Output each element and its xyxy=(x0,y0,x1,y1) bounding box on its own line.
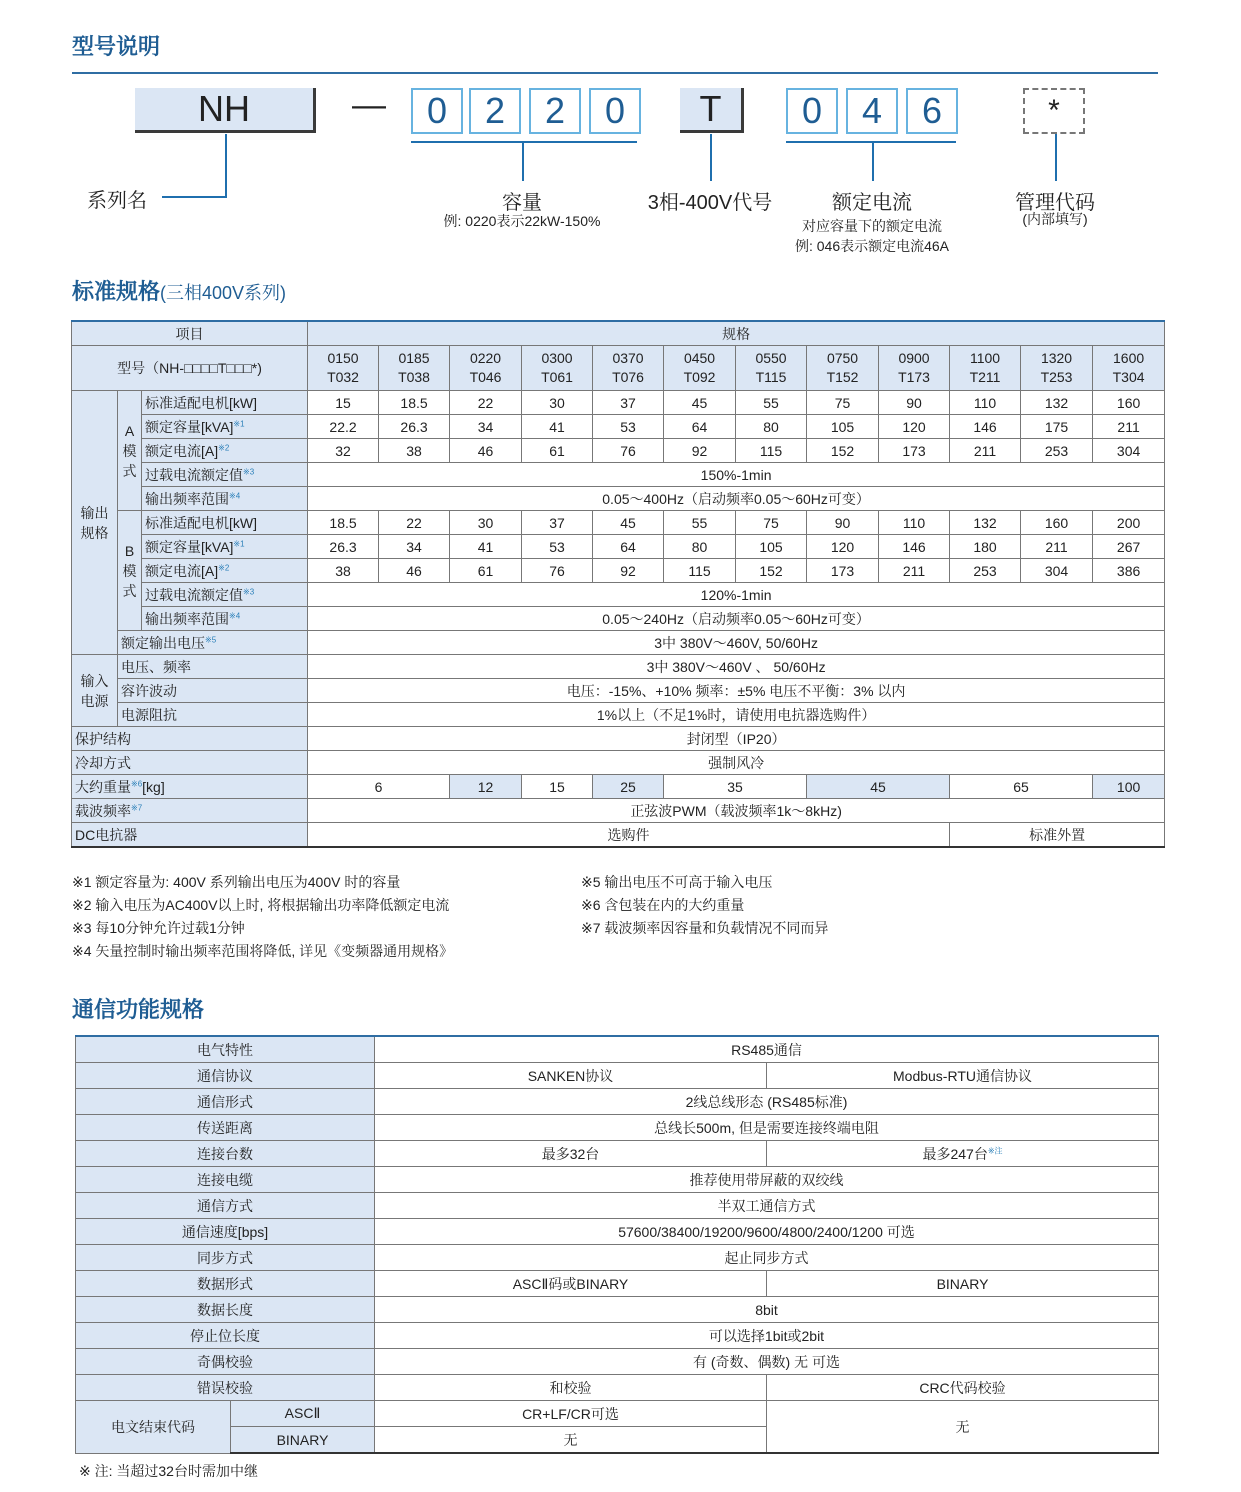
model-cell: 0300 T061 xyxy=(522,346,593,391)
current-bracket xyxy=(786,141,956,143)
cell: 75 xyxy=(807,391,879,415)
comm-row xyxy=(76,1063,1159,1089)
cell: 65 xyxy=(950,775,1093,799)
cell: 3中 380V～460V, 50/60Hz xyxy=(308,631,1165,655)
row-label: 电文结束代码 xyxy=(76,1401,231,1454)
model-label: 型号（NH-□□□□T□□□*) xyxy=(72,346,308,391)
capacity-digit-3: 2 xyxy=(529,88,581,134)
cell: 211 xyxy=(950,439,1021,463)
comm-spec-table xyxy=(75,1035,1159,1454)
cell: 76 xyxy=(522,559,593,583)
comm-row xyxy=(76,1036,1159,1063)
capacity-digit-1: 0 xyxy=(411,88,463,134)
input-impedance-row xyxy=(72,703,1165,727)
cell: Modbus-RTU通信协议 xyxy=(767,1063,1159,1089)
comm-row xyxy=(76,1401,1159,1427)
row-label: 连接电缆 xyxy=(76,1167,375,1193)
cell: 35 xyxy=(664,775,807,799)
cell: 160 xyxy=(1021,511,1093,535)
model-cell: 1320 T253 xyxy=(1021,346,1093,391)
cell: 3中 380V～460V 、 50/60Hz xyxy=(308,655,1165,679)
comm-row xyxy=(76,1141,1159,1167)
cell: 26.3 xyxy=(379,415,450,439)
cell: 和校验 xyxy=(375,1375,767,1401)
cell: 38 xyxy=(308,559,379,583)
cell: 正弦波PWM（载波频率1k～8kHz) xyxy=(308,799,1165,823)
cell: 211 xyxy=(1021,535,1093,559)
capacity-example: 例: 0220表示22kW-150% xyxy=(443,213,601,229)
comm-row xyxy=(76,1089,1159,1115)
row-label: 奇偶校验 xyxy=(76,1349,375,1375)
row-label: 连接台数 xyxy=(76,1141,375,1167)
cell: 2线总线形态 (RS485标准) xyxy=(375,1089,1159,1115)
cell: 75 xyxy=(736,511,807,535)
spec-section-title xyxy=(72,275,286,306)
cell: 46 xyxy=(450,439,522,463)
row-label: 额定容量[kVA]$^{※1}$ xyxy=(142,415,308,439)
cell: 26.3 xyxy=(308,535,379,559)
cell: 53 xyxy=(593,415,664,439)
row-label: 额定输出电压$^{※5}$ xyxy=(118,631,308,655)
cell: 电压：-15%、+10% 频率：±5% 电压不平衡：3% 以内 xyxy=(308,679,1165,703)
note-2: ※2 输入电压为AC400V以上时, 将根据输出功率降低额定电流 xyxy=(72,897,450,913)
comm-row xyxy=(76,1167,1159,1193)
note-5: ※5 输出电压不可高于输入电压 xyxy=(581,874,773,890)
cell: 132 xyxy=(950,511,1021,535)
cell: 53 xyxy=(522,535,593,559)
row-label: 输出频率范围$^{※4}$ xyxy=(142,607,308,631)
b-motor-row xyxy=(72,511,1165,535)
cell: 61 xyxy=(450,559,522,583)
phase-connector xyxy=(710,134,712,181)
comm-row xyxy=(76,1193,1159,1219)
cell: 115 xyxy=(736,439,807,463)
a-motor-row xyxy=(72,391,1165,415)
series-label: 系列名 xyxy=(87,190,147,212)
cell: 可以选择1bit或2bit xyxy=(375,1323,1159,1349)
cell: 146 xyxy=(879,535,950,559)
carrier-row xyxy=(72,799,1165,823)
b-freq-row xyxy=(72,607,1165,631)
rated-current-desc: 对应容量下的额定电流 xyxy=(802,218,942,234)
cell: 253 xyxy=(1021,439,1093,463)
spec-subtitle: (三相400V系列) xyxy=(160,283,287,303)
cell: 120 xyxy=(879,415,950,439)
current-digit-1: 0 xyxy=(786,88,838,134)
note-7: ※7 载波频率因容量和负载情况不同而异 xyxy=(581,920,829,936)
b-capacity-row xyxy=(72,535,1165,559)
cell: 110 xyxy=(879,511,950,535)
row-label: 过载电流额定值$^{※3}$ xyxy=(142,583,308,607)
management-connector xyxy=(1055,134,1057,181)
mode-b-label: B模式 xyxy=(118,511,142,631)
cell: 90 xyxy=(879,391,950,415)
model-cell: 0220 T046 xyxy=(450,346,522,391)
phase-code-box: T xyxy=(680,88,744,133)
model-cell: 1600 T304 xyxy=(1093,346,1165,391)
cell: 18.5 xyxy=(308,511,379,535)
header-item: 项目 xyxy=(72,321,308,346)
cell: 45 xyxy=(807,775,950,799)
comm-row xyxy=(76,1245,1159,1271)
cooling-row xyxy=(72,751,1165,775)
model-cell: 0150 T032 xyxy=(308,346,379,391)
comm-row xyxy=(76,1297,1159,1323)
standard-spec-table xyxy=(71,320,1165,848)
cell: 267 xyxy=(1093,535,1165,559)
cell: 76 xyxy=(593,439,664,463)
row-label: 同步方式 xyxy=(76,1245,375,1271)
management-code-box: * xyxy=(1023,88,1085,134)
b-current-row xyxy=(72,559,1165,583)
cell: 15 xyxy=(308,391,379,415)
cell: 120 xyxy=(807,535,879,559)
cell: 45 xyxy=(593,511,664,535)
a-current-row xyxy=(72,439,1165,463)
comm-row xyxy=(76,1271,1159,1297)
cell: 64 xyxy=(593,535,664,559)
cell: RS485通信 xyxy=(375,1036,1159,1063)
comm-row xyxy=(76,1115,1159,1141)
row-label: 停止位长度 xyxy=(76,1323,375,1349)
cell: 105 xyxy=(807,415,879,439)
input-tolerance-row xyxy=(72,679,1165,703)
cell: 18.5 xyxy=(379,391,450,415)
cell: 173 xyxy=(807,559,879,583)
comm-footnote: ※ 注: 当超过32台时需加中继 xyxy=(79,1463,258,1479)
cell: 90 xyxy=(807,511,879,535)
a-capacity-row xyxy=(72,415,1165,439)
cell: 38 xyxy=(379,439,450,463)
cell: 132 xyxy=(1021,391,1093,415)
cell: 有 (奇数、偶数) 无 可选 xyxy=(375,1349,1159,1375)
row-label: 大约重量$^{※6}$[kg] xyxy=(72,775,308,799)
cell: 110 xyxy=(950,391,1021,415)
protection-row xyxy=(72,727,1165,751)
cell: 22.2 xyxy=(308,415,379,439)
cell: 55 xyxy=(736,391,807,415)
rated-current-label: 额定电流 xyxy=(832,192,912,214)
cell: 80 xyxy=(736,415,807,439)
input-group-label: 输入电源 xyxy=(72,655,118,727)
cell: 115 xyxy=(664,559,736,583)
input-voltage-row xyxy=(72,655,1165,679)
management-label: 管理代码 xyxy=(1015,192,1095,214)
a-freq-row xyxy=(72,487,1165,511)
row-label: 传送距离 xyxy=(76,1115,375,1141)
weight-row xyxy=(72,775,1165,799)
current-connector xyxy=(872,141,874,181)
cell: 30 xyxy=(450,511,522,535)
cell: CRC代码校验 xyxy=(767,1375,1159,1401)
row-label: 数据长度 xyxy=(76,1297,375,1323)
model-section-title: 型号说明 xyxy=(72,34,161,59)
cell: 120%-1min xyxy=(308,583,1165,607)
series-connector xyxy=(225,134,227,198)
cell: 100 xyxy=(1093,775,1165,799)
row-label: 标准适配电机[kW] xyxy=(142,511,308,535)
cell: 25 xyxy=(593,775,664,799)
cell: 标准外置 xyxy=(950,823,1165,848)
cell: 173 xyxy=(879,439,950,463)
cell: 最多32台 xyxy=(375,1141,767,1167)
cell: 封闭型（IP20） xyxy=(308,727,1165,751)
cell: 34 xyxy=(450,415,522,439)
cell: 152 xyxy=(807,439,879,463)
row-label: 标准适配电机[kW] xyxy=(142,391,308,415)
cell: 180 xyxy=(950,535,1021,559)
row-label: DC电抗器 xyxy=(72,823,308,848)
model-cell: 0450 T092 xyxy=(664,346,736,391)
cell: 32 xyxy=(308,439,379,463)
sub-label: BINARY xyxy=(231,1427,375,1454)
cell: 55 xyxy=(664,511,736,535)
row-label: 错误校验 xyxy=(76,1375,375,1401)
row-label: 电压、频率 xyxy=(118,655,308,679)
cell: SANKEN协议 xyxy=(375,1063,767,1089)
cell: 41 xyxy=(450,535,522,559)
model-row xyxy=(72,346,1165,391)
cell: 200 xyxy=(1093,511,1165,535)
row-label: 容许波动 xyxy=(118,679,308,703)
dc-reactor-row xyxy=(72,823,1165,848)
cell: 175 xyxy=(1021,415,1093,439)
a-overload-row xyxy=(72,463,1165,487)
row-label: 通信方式 xyxy=(76,1193,375,1219)
cell: 30 xyxy=(522,391,593,415)
mode-a-label: A模式 xyxy=(118,391,142,511)
cell: 6 xyxy=(308,775,450,799)
cell: 强制风冷 xyxy=(308,751,1165,775)
cell: 386 xyxy=(1093,559,1165,583)
row-label: 保护结构 xyxy=(72,727,308,751)
cell: 304 xyxy=(1093,439,1165,463)
capacity-connector xyxy=(522,141,524,181)
model-cell: 0370 T076 xyxy=(593,346,664,391)
cell: 推荐使用带屏蔽的双绞线 xyxy=(375,1167,1159,1193)
comm-row xyxy=(76,1219,1159,1245)
code-dash: — xyxy=(352,86,386,124)
cell: ASCⅡ码或BINARY xyxy=(375,1271,767,1297)
note-4: ※4 矢量控制时输出频率范围将降低, 详见《变频器通用规格》 xyxy=(72,943,454,959)
comm-row xyxy=(76,1349,1159,1375)
cell: 150%-1min xyxy=(308,463,1165,487)
cell: 57600/38400/19200/9600/4800/2400/1200 可选 xyxy=(375,1219,1159,1245)
cell: 105 xyxy=(736,535,807,559)
cell: 34 xyxy=(379,535,450,559)
note-6: ※6 含包装在内的大约重量 xyxy=(581,897,745,913)
cell: 37 xyxy=(593,391,664,415)
model-cell: 0185 T038 xyxy=(379,346,450,391)
b-overload-row xyxy=(72,583,1165,607)
cell: CR+LF/CR可选 xyxy=(375,1401,767,1427)
cell: 15 xyxy=(522,775,593,799)
note-3: ※3 每10分钟允许过载1分钟 xyxy=(72,920,245,936)
row-label: 通信形式 xyxy=(76,1089,375,1115)
cell: 无 xyxy=(767,1401,1159,1454)
cell: 最多247台$^{※注}$ xyxy=(767,1141,1159,1167)
cell: 1%以上（不足1%时，请使用电抗器选购件） xyxy=(308,703,1165,727)
cell: 8bit xyxy=(375,1297,1159,1323)
row-label: 额定容量[kVA]$^{※1}$ xyxy=(142,535,308,559)
management-desc: (内部填写) xyxy=(1022,211,1088,227)
model-cell: 1100 T211 xyxy=(950,346,1021,391)
row-label: 通信速度[bps] xyxy=(76,1219,375,1245)
cell: 37 xyxy=(522,511,593,535)
cell: 211 xyxy=(1093,415,1165,439)
row-label: 电气特性 xyxy=(76,1036,375,1063)
note-1: ※1 额定容量为: 400V 系列输出电压为400V 时的容量 xyxy=(72,874,401,890)
capacity-digit-2: 2 xyxy=(469,88,521,134)
spec-title-text: 标准规格 xyxy=(72,279,161,304)
comm-row xyxy=(76,1323,1159,1349)
rated-voltage-row xyxy=(72,631,1165,655)
cell: 46 xyxy=(379,559,450,583)
cell: 22 xyxy=(450,391,522,415)
model-cell: 0750 T152 xyxy=(807,346,879,391)
cell: 总线长500m, 但是需要连接终端电阻 xyxy=(375,1115,1159,1141)
cell: BINARY xyxy=(767,1271,1159,1297)
series-code-box: NH xyxy=(135,88,316,133)
cell: 92 xyxy=(664,439,736,463)
cell: 22 xyxy=(379,511,450,535)
cell: 45 xyxy=(664,391,736,415)
model-cell: 0550 T115 xyxy=(736,346,807,391)
cell: 160 xyxy=(1093,391,1165,415)
row-label: 过载电流额定值$^{※3}$ xyxy=(142,463,308,487)
cell: 304 xyxy=(1021,559,1093,583)
rated-current-example: 例: 046表示额定电流46A xyxy=(794,238,950,254)
model-cell: 0900 T173 xyxy=(879,346,950,391)
row-label: 冷却方式 xyxy=(72,751,308,775)
phase-label: 3相-400V代号 xyxy=(647,192,773,214)
cell: 211 xyxy=(879,559,950,583)
cell: 41 xyxy=(522,415,593,439)
cell: 0.05～400Hz（启动频率0.05～60Hz可变） xyxy=(308,487,1165,511)
row-label: 载波频率$^{※7}$ xyxy=(72,799,308,823)
capacity-bracket xyxy=(411,141,637,143)
sub-label: ASCⅡ xyxy=(231,1401,375,1427)
cell: 无 xyxy=(375,1427,767,1454)
comm-section-title: 通信功能规格 xyxy=(72,997,205,1022)
output-group-label: 输出规格 xyxy=(72,391,118,655)
spec-header-row xyxy=(72,321,1165,346)
cell: 152 xyxy=(736,559,807,583)
section-divider xyxy=(72,72,1158,74)
header-spec: 规格 xyxy=(308,321,1165,346)
cell: 12 xyxy=(450,775,522,799)
cell: 0.05～240Hz（启动频率0.05～60Hz可变） xyxy=(308,607,1165,631)
cell: 选购件 xyxy=(308,823,950,848)
cell: 253 xyxy=(950,559,1021,583)
row-label: 通信协议 xyxy=(76,1063,375,1089)
capacity-digit-4: 0 xyxy=(589,88,641,134)
row-label: 输出频率范围$^{※4}$ xyxy=(142,487,308,511)
cell: 起止同步方式 xyxy=(375,1245,1159,1271)
series-connector-h xyxy=(162,196,226,198)
cell: 61 xyxy=(522,439,593,463)
row-label: 额定电流$[A]^{※2}$ xyxy=(142,559,308,583)
row-label: 数据形式 xyxy=(76,1271,375,1297)
cell: 64 xyxy=(664,415,736,439)
capacity-label: 容量 xyxy=(502,192,542,214)
cell: 80 xyxy=(664,535,736,559)
current-digit-2: 4 xyxy=(846,88,898,134)
row-label: 额定电流$[A]^{※2}$ xyxy=(142,439,308,463)
cell: 146 xyxy=(950,415,1021,439)
cell: 92 xyxy=(593,559,664,583)
cell: 半双工通信方式 xyxy=(375,1193,1159,1219)
current-digit-3: 6 xyxy=(906,88,958,134)
row-label: 电源阻抗 xyxy=(118,703,308,727)
comm-row xyxy=(76,1375,1159,1401)
